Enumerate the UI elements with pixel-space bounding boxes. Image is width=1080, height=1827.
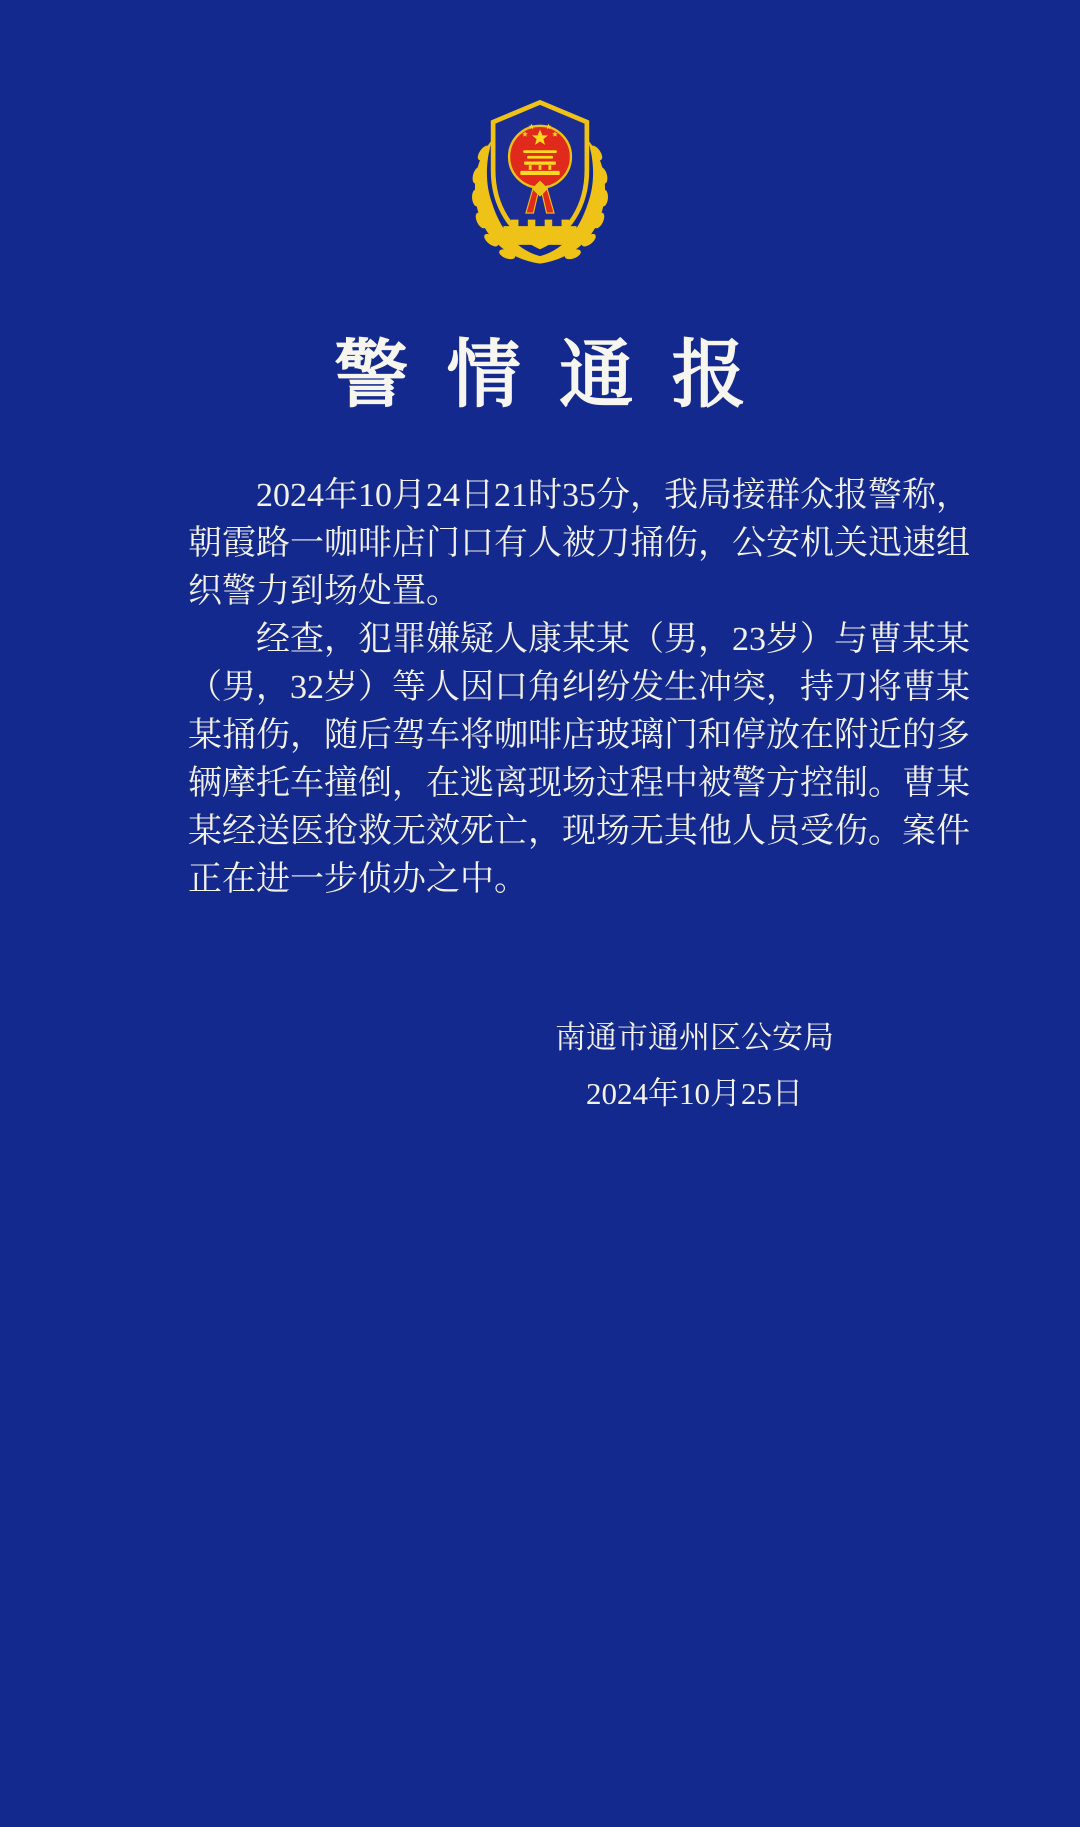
signature-block <box>555 1010 834 1122</box>
notice-body <box>188 472 970 904</box>
body-line: 辆摩托车撞倒，在逃离现场过程中被警方控制。曹某 <box>188 765 970 802</box>
body-line: 经查，犯罪嫌疑人康某某（男，23岁）与曹某某 <box>188 621 970 658</box>
police-badge-icon <box>465 98 615 268</box>
body-line: 某经送医抢救无效死亡，现场无其他人员受伤。案件 <box>188 813 970 850</box>
body-line: 正在进一步侦办之中。 <box>188 861 528 898</box>
notice-title: 警情通报 <box>334 335 785 417</box>
body-line: 朝霞路一咖啡店门口有人被刀捅伤，公安机关迅速组 <box>188 525 970 562</box>
body-line: 2024年10月24日21时35分，我局接群众报警称， <box>188 477 970 514</box>
issuing-authority: 南通市通州区公安局 <box>555 1020 834 1055</box>
body-line: 某捅伤，随后驾车将咖啡店玻璃门和停放在附近的多 <box>188 717 970 754</box>
body-line: （男，32岁）等人因口角纠纷发生冲突，持刀将曹某 <box>188 669 970 706</box>
notice-date: 2024年10月25日 <box>586 1076 803 1111</box>
body-line: 织警力到场处置。 <box>188 573 460 610</box>
